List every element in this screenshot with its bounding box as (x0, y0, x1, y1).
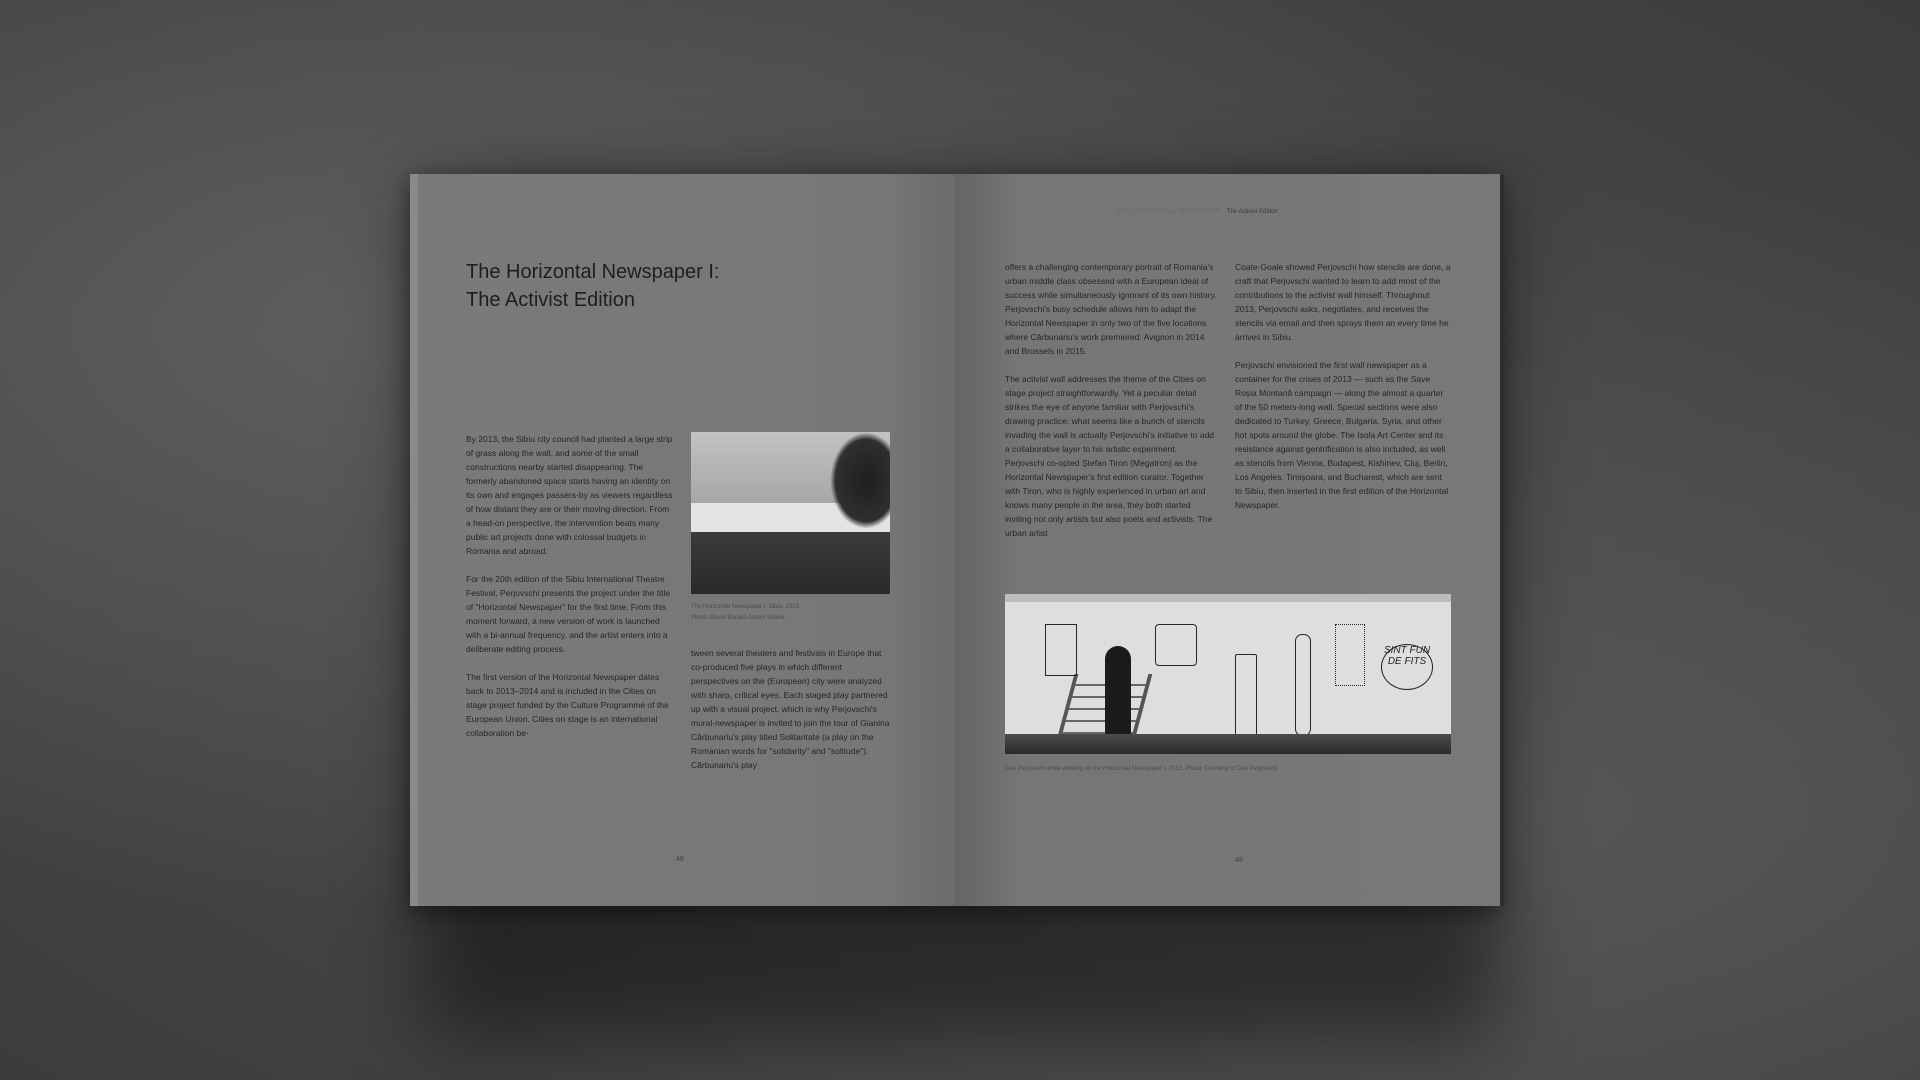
paragraph: offers a challenging contemporary portrait of Romania's urban middle class obsessed with a European ideal of success while simultaneously ignorant of its own history. Perjovschi's busy schedule allows him to adapt the Horizontal Newspaper in only two of the five locations where Cărbunariu's work premiered: Avignon in 2014 and Brussels in 2015. (1005, 262, 1217, 356)
wall-drawing (1235, 654, 1257, 736)
wall-drawing (1335, 624, 1365, 686)
artist-figure (1105, 646, 1131, 736)
left-column-1 (466, 432, 676, 754)
running-head-title: THE HORIZONTAL NEWSPAPER (1117, 209, 1221, 215)
photo-grass (1005, 734, 1451, 754)
wall-drawing (1045, 624, 1077, 676)
right-column-1 (1005, 260, 1218, 554)
paragraph: By 2013, the Sibiu city council had planted a large strip of grass along the wall, and some of the small constructions nearby started disappearing. The formerly abandoned space starts having an identity on its own and engages passers-by as viewers regardless of how distant they are or their moving direction. From a head-on perspective, the intervention beats many public art projects done with colossal budgets in Romania and abroad. (466, 434, 673, 556)
speech-bubble-drawing: SINT FUN DE FITS (1381, 644, 1433, 690)
open-book-spread (410, 174, 1500, 906)
title-line-2: The Activist Edition (466, 289, 635, 311)
page-number-right: 49 (1235, 857, 1243, 864)
left-page (410, 174, 963, 906)
photo-tree (830, 432, 890, 529)
caption-line-2: Photo: Bruno Boravo Antoni Szeiler. (691, 615, 787, 621)
paragraph: Coate-Goale showed Perjovschi how stencils are done, a craft that Perjovschi wanted to learn to add most of the contributions to the activist wall himself. Throughout 2013, Perjovschi asks, negotiates, and receives the stencils via email and then sprays them an every time he arrives in Sibiu. (1235, 262, 1451, 342)
paragraph: For the 20th edition of the Sibiu International Theatre Festival, Perjovschi presents the project under the title of "Horizontal Newspaper" for the first time. From this moment forward, a new version of work is launched with a bi-annual frequency, and the artist enters into a deliberate editing process. (466, 574, 671, 654)
wall-photo-caption: Dan Perjovschi while working on the Horizontal Newspaper I, 2013. Photo: Courtesy of Dan Perjovschi. (1005, 766, 1279, 772)
left-column-2 (691, 646, 891, 786)
wall-drawing (1155, 624, 1197, 666)
right-column-2 (1235, 260, 1451, 526)
artist-working-photo (1005, 594, 1451, 754)
photo-ground (691, 532, 890, 594)
paragraph: Perjovschi envisioned the first wall newspaper as a container for the crises of 2013 — such as the Save Roșia Montană campaign — along the almost a quarter of the 50 meters-long wall. Special sections were also dedicated to Turkey, Greece, Bulgaria, Syria, and other hot spots around the globe. The Isola Art Center and its resistance against gentrification is also included, as well as stencils from Vienna, Budapest, Kishinev, Cluj, Berlin, Los Angeles, Timișoara, and Bucharest, which are sent to Sibiu, then inserted in the first edition of the Horizontal Newspaper. (1235, 360, 1449, 510)
sibiu-wall-photo (691, 432, 890, 594)
running-head (1117, 209, 1278, 215)
page-title (466, 258, 796, 314)
paragraph: The activist wall addresses the theme of the Cities on stage project straightforwardly. Yet a peculiar detail strikes the eye of anyone familiar with Perjovschi's drawing practice: what seems like a bunch of stencils invading the wall is actually Perjovschi's initiative to add a collaborative layer to his artistic experiment. Perjovschi co-opted Ștefan Tiron (Megatron) as the Horizontal Newspaper's first edition curator. Together with Tiron, who is highly experienced in urban art and knows many people in the area, they both started inviting not only artists but also poets and activists. The urban artist (1005, 374, 1215, 538)
running-head-section: The Activist Edition (1226, 209, 1278, 215)
photo-top-band (1005, 594, 1451, 602)
paragraph: The first version of the Horizontal Newspaper dates back to 2013–2014 and is included in the Cities on stage project funded by the Culture Programme of the European Union. Cities on stage is an international collaboration be- (466, 672, 669, 738)
page-number-left: 48 (676, 856, 684, 863)
wall-drawing (1295, 634, 1311, 736)
caption-line-1: The Horizontal Newspaper I, Sibiu, 2013. (691, 604, 801, 610)
photo-caption (691, 602, 890, 624)
paragraph: tween several theaters and festivals in Europe that co-produced five plays in which different perspectives on the (European) city were analyzed with sharp, critical eyes. Each staged play partnered up with a visual project, which is why Perjovschi's mural-newspaper is invited to join the tour of Gianina Cărbunariu's play titled Solitaritate (a play on the Romanian words for "solidarity" and "solitude"). Cărbunariu's play (691, 648, 890, 770)
title-line-1: The Horizontal Newspaper I: (466, 261, 720, 283)
right-page (955, 174, 1504, 906)
